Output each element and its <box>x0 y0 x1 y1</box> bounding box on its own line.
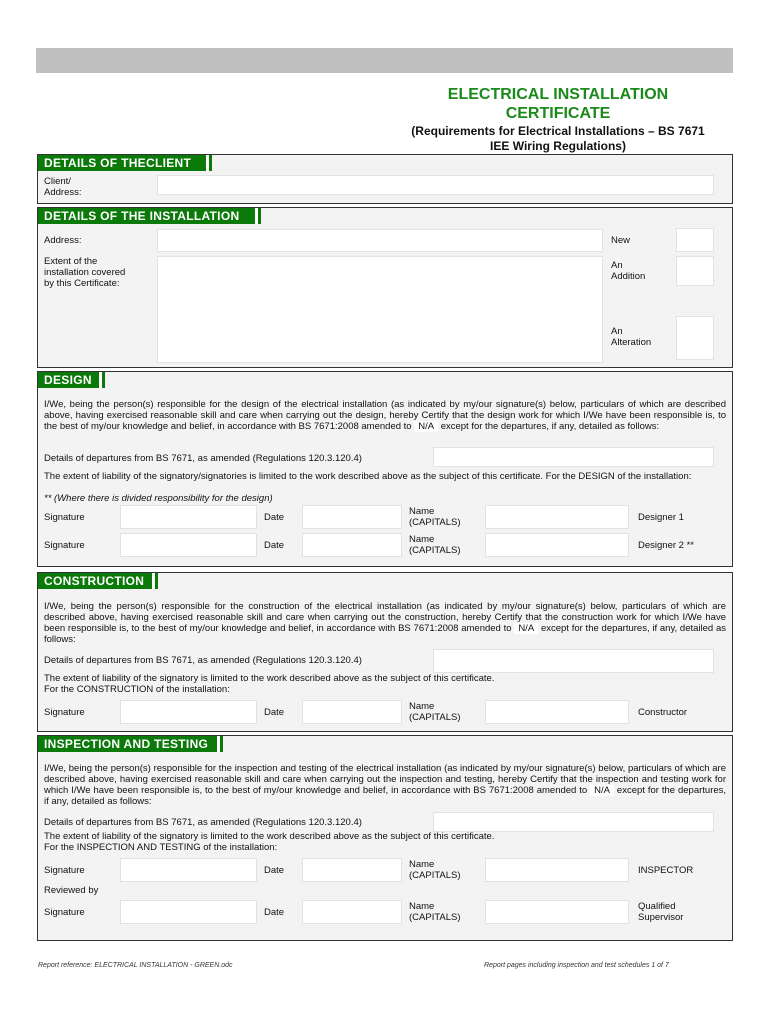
design-date-field-2[interactable] <box>302 533 402 557</box>
construction-amended-value[interactable]: N/A <box>514 623 538 634</box>
design-date-label-1: Date <box>264 512 285 523</box>
design-liability: The extent of liability of the signatory/signatories is limited to the work described above as the subject of this certificate. For the DESIGN of the installation: <box>44 471 692 482</box>
design-date-field-1[interactable] <box>302 505 402 529</box>
client-label <box>44 176 82 198</box>
qualified-supervisor-label <box>638 901 683 923</box>
construction-declaration-end: except for the departures, if any, detailed as follows: <box>44 623 726 645</box>
design-signature-label-1: Signature <box>44 512 85 523</box>
inspection-signature-label-2: Signature <box>44 907 85 918</box>
inspection-name-field-2[interactable] <box>485 900 629 924</box>
construction-declaration-text: I/We, being the person(s) responsible for the construction of the electrical installation (as indicated by my/our signature(s) below, particulars of which are described above, having exercised reasonable skill and care when carrying out the construction, hereby Certify that the construction work for which I/We have been responsible is, to the best of my/our knowledge and belief, in accordance with BS 7671:2008 amended to <box>44 601 726 634</box>
design-signature-label-2: Signature <box>44 540 85 551</box>
inspection-declaration-text: I/We, being the person(s) responsible for the inspection and testing of the electrical installation (as indicated by my/our signature(s) below, particulars of which are described above, having exercised reasonable skill and care when carrying out the inspection and testing, hereby Certify that the inspection and testing work for which I/We have been responsible is, to the best of my/our knowledge and belief, in accordance with BS 7671:2008 amended to <box>44 763 726 796</box>
construction-heading: CONSTRUCTION <box>38 573 155 589</box>
design-amended-value[interactable]: N/A <box>414 421 438 432</box>
extent-line-3: by this Certificate: <box>44 278 120 289</box>
supervisor-line-1: Qualified <box>638 901 676 912</box>
name-line-2: (CAPITALS) <box>409 870 461 881</box>
inspection-liability-line-2: For the INSPECTION AND TESTING of the installation: <box>44 842 278 853</box>
construction-name-label <box>409 701 461 723</box>
inspection-amended-value[interactable]: N/A <box>590 785 614 796</box>
installation-address-field[interactable] <box>157 229 603 252</box>
construction-name-field[interactable] <box>485 700 629 724</box>
name-line-2: (CAPITALS) <box>409 912 461 923</box>
design-note: ** (Where there is divided responsibility for the design) <box>44 493 273 504</box>
footer-report-reference: Report reference: ELECTRICAL INSTALLATION - GREEN.odc <box>38 962 233 969</box>
name-line-1: Name <box>409 534 435 545</box>
constructor-label: Constructor <box>638 707 688 718</box>
construction-declaration <box>44 601 726 645</box>
design-name-field-1[interactable] <box>485 505 629 529</box>
inspection-liability <box>44 831 494 853</box>
inspection-declaration-end: except for the departures, if any, detailed as follows: <box>44 785 727 807</box>
addition-checkbox[interactable] <box>676 256 714 286</box>
addition-line-2: Addition <box>611 271 646 282</box>
design-departures-label: Details of departures from BS 7671, as amended (Regulations 120.3.120.4) <box>44 453 362 464</box>
construction-liability <box>44 673 494 695</box>
inspection-signature-label-1: Signature <box>44 865 85 876</box>
design-declaration <box>44 399 726 432</box>
installation-extent-field[interactable] <box>157 256 603 363</box>
designer-2-label: Designer 2 ** <box>638 540 694 551</box>
design-departures-field[interactable] <box>433 447 714 467</box>
inspection-departures-field[interactable] <box>433 812 714 832</box>
installation-extent-label <box>44 256 125 289</box>
construction-departures-label: Details of departures from BS 7671, as amended (Regulations 120.3.120.4) <box>44 655 362 666</box>
design-name-label-1 <box>409 506 461 528</box>
installation-heading: DETAILS OF THE INSTALLATION <box>38 208 258 224</box>
inspection-date-label-1: Date <box>264 865 285 876</box>
construction-date-label: Date <box>264 707 285 718</box>
addition-label <box>611 260 645 282</box>
new-label: New <box>611 235 631 246</box>
construction-liability-line-2: For the CONSTRUCTION of the installation: <box>44 684 230 695</box>
design-date-label-2: Date <box>264 540 285 551</box>
addition-line-1: An <box>611 260 623 271</box>
name-line-2: (CAPITALS) <box>409 517 461 528</box>
name-line-1: Name <box>409 859 435 870</box>
construction-liability-line-1: The extent of liability of the signatory is limited to the work described above as the subject of this certificate. <box>44 673 495 684</box>
construction-section <box>37 572 733 732</box>
design-declaration-text: I/We, being the person(s) responsible for the design of the electrical installation (as indicated by my/our signature(s) below, particulars of which are described above, having exercised reasonable skill and care when carrying out the design, hereby Certify that the design work for which I/We have been responsible is, to the best of my/our knowledge and belief, in accordance with BS 7671:2008 amended to <box>44 399 726 432</box>
design-signature-field-2[interactable] <box>120 533 257 557</box>
extent-line-1: Extent of the <box>44 256 98 267</box>
top-bar <box>36 48 733 73</box>
inspection-name-label-1 <box>409 859 461 881</box>
page-subtitle <box>392 124 724 154</box>
construction-signature-field[interactable] <box>120 700 257 724</box>
installation-address-label: Address: <box>44 235 82 246</box>
name-line-1: Name <box>409 701 435 712</box>
subtitle-line-2: IEE Wiring Regulations) <box>490 139 626 153</box>
new-checkbox[interactable] <box>676 228 714 252</box>
design-signature-field-1[interactable] <box>120 505 257 529</box>
inspection-date-field-1[interactable] <box>302 858 402 882</box>
inspection-name-label-2 <box>409 901 461 923</box>
name-line-1: Name <box>409 901 435 912</box>
inspection-departures-label: Details of departures from BS 7671, as amended (Regulations 120.3.120.4) <box>44 817 362 828</box>
alteration-checkbox[interactable] <box>676 316 714 360</box>
design-name-field-2[interactable] <box>485 533 629 557</box>
client-label-line-1: Client/ <box>44 176 71 187</box>
name-line-2: (CAPITALS) <box>409 545 461 556</box>
name-line-2: (CAPITALS) <box>409 712 461 723</box>
footer-page-count: Report pages including inspection and test schedules 1 of 7 <box>484 962 669 969</box>
alteration-line-2: Alteration <box>611 337 652 348</box>
client-label-line-2: Address: <box>44 187 82 198</box>
title-line-1: ELECTRICAL INSTALLATION <box>447 86 669 103</box>
inspection-signature-field-2[interactable] <box>120 900 257 924</box>
title-line-2: CERTIFICATE <box>505 105 611 122</box>
client-heading: DETAILS OF THECLIENT <box>38 155 209 171</box>
client-address-field[interactable] <box>157 175 714 195</box>
construction-date-field[interactable] <box>302 700 402 724</box>
design-name-label-2 <box>409 534 461 556</box>
inspection-name-field-1[interactable] <box>485 858 629 882</box>
inspection-signature-field-1[interactable] <box>120 858 257 882</box>
client-section <box>37 154 733 204</box>
designer-1-label: Designer 1 <box>638 512 684 523</box>
inspection-date-label-2: Date <box>264 907 285 918</box>
inspection-heading: INSPECTION AND TESTING <box>38 736 220 752</box>
extent-line-2: installation covered <box>44 267 126 278</box>
alteration-line-1: An <box>611 326 623 337</box>
inspection-liability-line-1: The extent of liability of the signatory is limited to the work described above as the subject of this certificate. <box>44 831 495 842</box>
construction-signature-label: Signature <box>44 707 85 718</box>
design-heading: DESIGN <box>38 372 102 388</box>
inspection-date-field-2[interactable] <box>302 900 402 924</box>
inspection-section <box>37 735 733 941</box>
inspector-label: INSPECTOR <box>638 865 694 876</box>
supervisor-line-2: Supervisor <box>638 912 684 923</box>
alteration-label <box>611 326 651 348</box>
construction-departures-field[interactable] <box>433 649 714 673</box>
design-section <box>37 371 733 567</box>
installation-section <box>37 207 733 368</box>
page-title <box>400 85 716 123</box>
design-declaration-end: except for the departures, if any, detailed as follows: <box>440 421 660 432</box>
subtitle-line-1: (Requirements for Electrical Installations – BS 7671 <box>411 124 705 138</box>
name-line-1: Name <box>409 506 435 517</box>
inspection-declaration <box>44 763 726 807</box>
reviewed-by-label: Reviewed by <box>44 885 99 896</box>
